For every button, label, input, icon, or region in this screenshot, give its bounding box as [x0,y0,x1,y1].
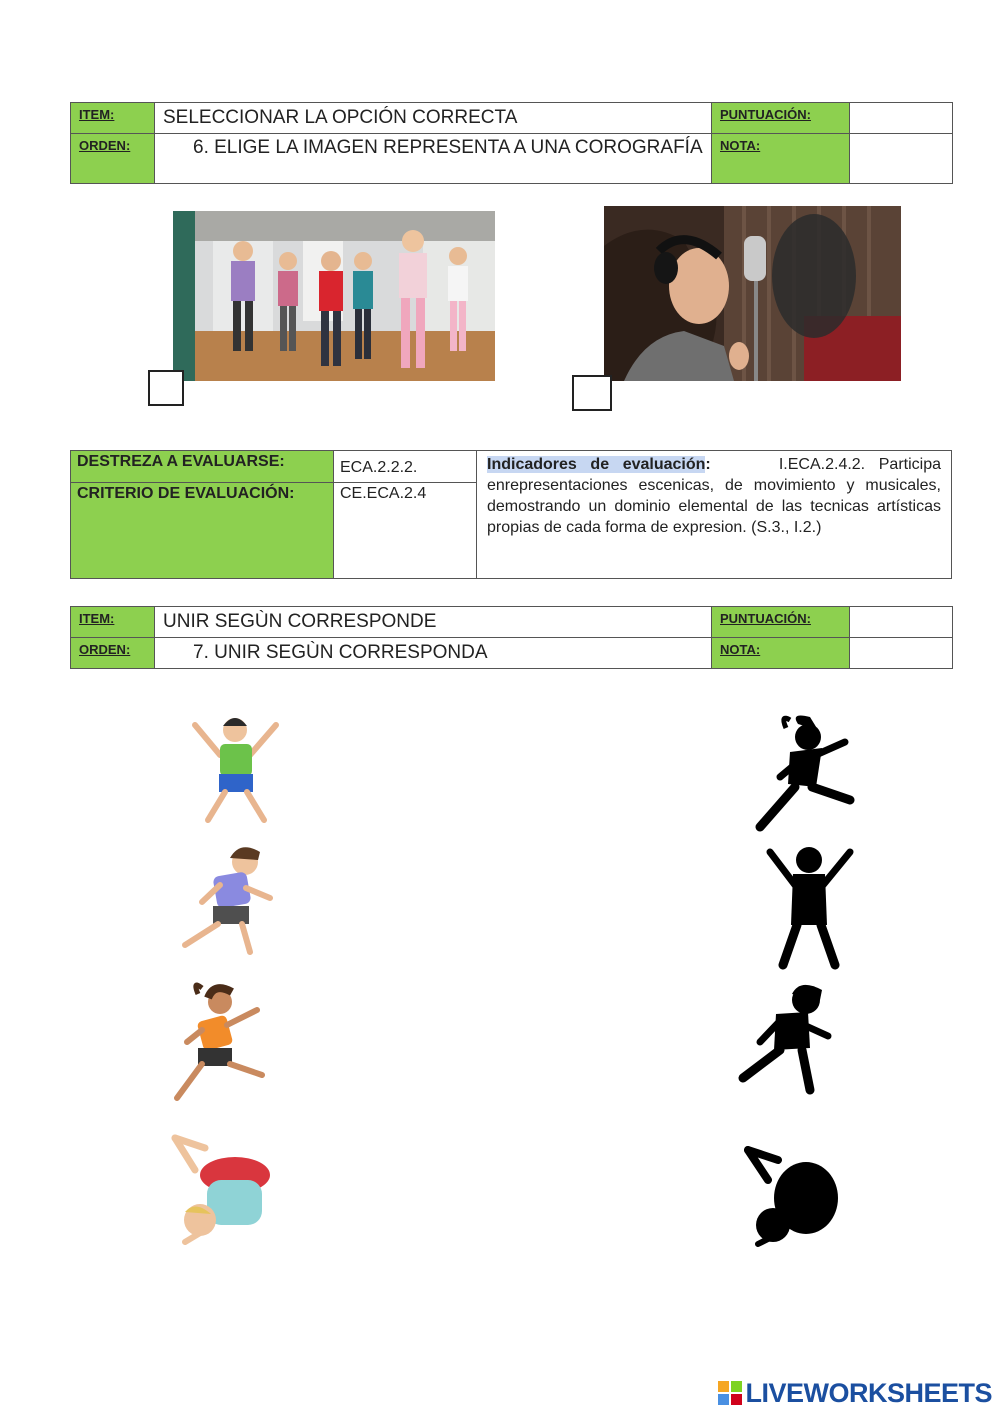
indicadores-text: I.ECA.2.4.2. Participa enrepresentaciones escenicas, de movimiento y musicales, demostrando un dominio elemental de las tecnicas artísticas propias de cada forma de expresion. (S.3., I.2.) [487,456,941,536]
orden-label: ORDEN: [79,642,131,657]
destreza-label: DESTREZA A EVALUARSE: [77,453,285,470]
criterio-label: CRITERIO DE EVALUACIÓN: [77,485,295,502]
girl-leaping-figure[interactable] [172,980,267,1105]
destreza-label-cell [71,451,334,483]
nota-value-cell[interactable] [850,134,953,184]
nota-label-cell [712,134,850,184]
puntuacion-value-cell[interactable] [850,607,953,638]
puntuacion-label-cell [712,607,850,638]
destreza-value-cell [334,451,477,483]
nota-label: NOTA: [720,138,761,153]
brand-text: LIVEWORKSHEETS [745,1378,992,1408]
item-value-cell [155,607,712,638]
nota-label: NOTA: [720,642,761,657]
item-label-cell [71,103,155,134]
silhouette-leaping-figure[interactable] [750,712,855,834]
question-7-header-table [70,606,953,669]
option-b-checkbox[interactable] [572,375,612,411]
evaluation-table [70,450,952,579]
silhouette-running-figure[interactable] [738,978,833,1100]
item-value: UNIR SEGÙN CORRESPONDE [163,611,437,632]
puntuacion-label: PUNTUACIÓN: [720,107,811,122]
kid-star-jump-figure[interactable] [190,710,282,825]
silhouette-rolling-figure[interactable] [738,1140,840,1248]
orden-label: ORDEN: [79,138,131,153]
dance-class-photo [173,211,495,381]
liveworksheets-logo[interactable] [718,1378,992,1409]
criterio-label-cell [71,483,334,579]
criterio-value-cell [334,483,477,579]
item-label-cell [71,607,155,638]
kid-rolling-figure[interactable] [165,1130,275,1248]
option-a-checkbox[interactable] [148,370,184,406]
item-value-cell [155,103,712,134]
orden-label-cell [71,638,155,669]
puntuacion-label: PUNTUACIÓN: [720,611,811,626]
orden-value-cell [155,134,712,184]
singer-studio-photo [604,206,901,381]
silhouette-star-jump-figure[interactable] [765,840,855,970]
item-label: ITEM: [79,611,115,626]
item-label: ITEM: [79,107,115,122]
orden-value: 7. UNIR SEGÙN CORRESPONDA [193,642,488,663]
kid-running-figure[interactable] [180,840,275,958]
orden-value-cell [155,638,712,669]
puntuacion-value-cell[interactable] [850,103,953,134]
criterio-value: CE.ECA.2.4 [340,485,427,502]
nota-label-cell [712,638,850,669]
item-value: SELECCIONAR LA OPCIÓN CORRECTA [163,107,518,128]
destreza-value: ECA.2.2.2. [340,459,418,476]
puntuacion-label-cell [712,103,850,134]
orden-value: 6. ELIGE LA IMAGEN REPRESENTA A UNA COROGRAFÍA [193,137,703,158]
indicadores-text-block: Indicadores de evaluación: I.ECA.2.4.2. Participa enrepresentaciones escenicas, de movimiento y musicales, demostrando un dominio elemental de las tecnicas artísticas propias de cada forma de expresion. (S.3., I.2.) [487,456,941,536]
indicadores-label: Indicadores de evaluación [487,456,706,473]
question-6-header-table [70,102,953,184]
orden-label-cell [71,134,155,184]
liveworksheets-icon [718,1381,742,1405]
indicadores-cell [477,451,952,579]
nota-value-cell[interactable] [850,638,953,669]
